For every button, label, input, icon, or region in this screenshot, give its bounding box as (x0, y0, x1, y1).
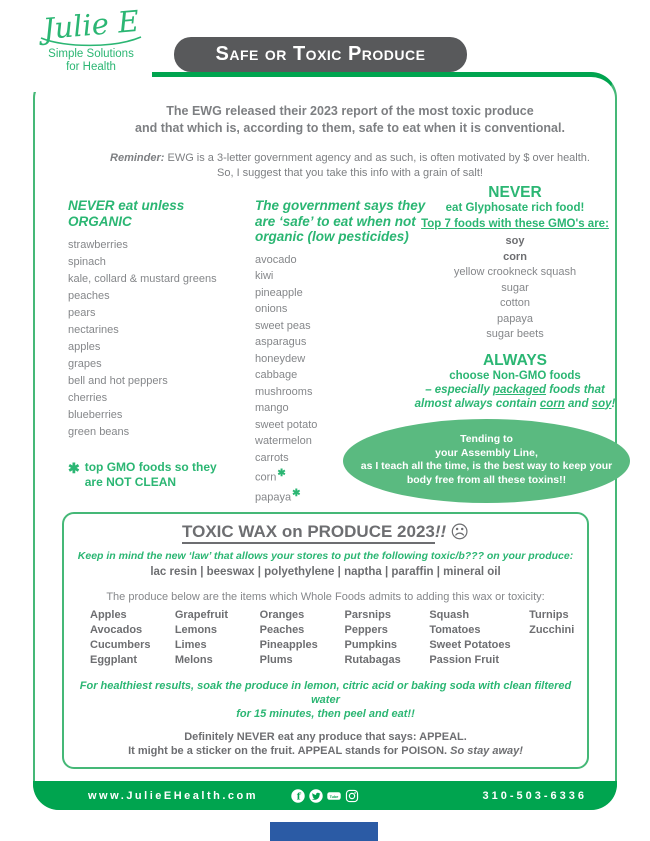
footer-website-link[interactable]: www.JulieEHealth.com (88, 789, 259, 802)
wax-law-line: Keep in mind the new ‘law’ that allows your stores to put the following toxic/b??? on your produce: (77, 550, 574, 562)
reminder-label: Reminder: (110, 152, 165, 164)
twitter-icon[interactable] (309, 789, 323, 803)
list-item: sweet peas (255, 319, 311, 332)
facebook-icon[interactable] (291, 789, 305, 803)
footer-social-icons (291, 781, 359, 810)
never-organic-header: NEVER eat unless ORGANIC (68, 198, 185, 229)
produce-column (260, 608, 345, 668)
list-item: nectarines (68, 324, 119, 336)
logo-script-text: Julie E (41, 3, 141, 47)
list-item: kale, collard & mustard greens (68, 273, 217, 285)
star-icon: ✱ (68, 460, 80, 476)
toxic-wax-box (62, 512, 589, 769)
reminder-text: Reminder: EWG is a 3-letter government agency and as such, is often motivated by $ over health. So, I suggest that you take this info with a grain of salt! (110, 152, 590, 179)
logo-tagline-2: for Health (66, 61, 116, 73)
intro-line-1: The EWG released their 2023 report of the most toxic produce (166, 104, 534, 118)
produce-item: Limes (174, 639, 207, 651)
list-item: mushrooms (255, 385, 313, 398)
list-item: blueberries (68, 409, 123, 421)
produce-item: Cucumbers (90, 639, 151, 651)
list-item: sweet potato (255, 418, 318, 431)
star-icon: ✱ (292, 488, 301, 500)
always-line-1: choose Non-GMO foods (449, 369, 581, 382)
produce-item: Pumpkins (344, 639, 398, 651)
gmo-item: yellow crookneck squash (453, 266, 577, 278)
list-item: avocado (255, 253, 297, 266)
julie-e-logo (30, 3, 152, 92)
produce-column (175, 608, 260, 668)
list-item: bell and hot peppers (68, 375, 168, 387)
wax-ingredients: lac resin | beeswax | polyethylene | naptha | paraffin | mineral oil (150, 566, 501, 578)
never-gmo-column (412, 184, 618, 411)
produce-item: Apples (90, 609, 127, 621)
instagram-icon[interactable] (345, 789, 359, 803)
gmo-item: corn (503, 250, 527, 263)
gov-safe-header: The government says they are ‘safe’ to eat when not organic (low pesticides) (255, 198, 426, 244)
list-item: corn✱ (255, 468, 286, 484)
svg-text:Tube: Tube (329, 794, 339, 799)
produce-column (429, 608, 529, 668)
produce-intro: The produce below are the items which Whole Foods admits to adding this wax or toxicity: (106, 591, 545, 603)
list-item: strawberries (68, 239, 128, 251)
assembly-line-callout: Tending to your Assembly Line, as I teach all the time, is the best way to keep your body free from all these toxins!! (343, 419, 630, 503)
produce-item: Turnips (529, 609, 569, 621)
assembly-line-bold: Assembly Line (460, 446, 535, 459)
list-item: mango (255, 402, 289, 414)
list-item: peaches (68, 290, 110, 302)
produce-column (344, 608, 429, 668)
bottom-blue-bar (270, 822, 378, 841)
list-item: carrots (255, 451, 289, 464)
gmo-footnote (68, 460, 217, 490)
produce-item: Zucchini (529, 624, 575, 636)
list-item: green beans (68, 426, 130, 438)
youtube-icon[interactable] (327, 789, 341, 803)
list-item: pears (68, 307, 96, 319)
stay-away-italic: So stay away! (450, 744, 523, 757)
produce-item: Passion Fruit (429, 654, 499, 666)
produce-item: Squash (429, 609, 470, 621)
title-banner (174, 37, 467, 72)
waxed-produce-grid (64, 608, 587, 668)
produce-item: Rutabagas (344, 654, 401, 666)
produce-item: Pineapples (259, 639, 318, 651)
always-line-3: almost always contain corn and soy! (414, 397, 616, 410)
list-item: asparagus (255, 336, 307, 348)
footer-bar (33, 781, 617, 810)
always-heading: ALWAYS (482, 351, 548, 369)
never-organic-column (68, 198, 250, 441)
gmo-item: cotton (500, 297, 530, 309)
list-item: pineapple (255, 286, 303, 299)
list-item: papaya✱ (255, 488, 301, 504)
never-organic-list (68, 237, 250, 441)
produce-item: Grapefruit (174, 609, 229, 621)
produce-item: Lemons (174, 624, 218, 636)
logo-tagline-1: Simple Solutions (48, 48, 134, 60)
produce-item: Tomatoes (429, 624, 481, 636)
sad-face-icon: ☹ (450, 522, 469, 542)
list-item: watermelon (255, 435, 312, 447)
page-title: Safe or Toxic Produce (215, 43, 426, 65)
toxic-wax-title: TOXIC WAX on PRODUCE 2023!! ☹ (182, 522, 469, 542)
produce-item: Sweet Potatoes (429, 639, 511, 651)
gmo-footnote-text: top GMO foods so they are NOT CLEAN (84, 460, 217, 489)
list-item: apples (68, 341, 101, 353)
produce-item: Peppers (344, 624, 388, 636)
produce-item: Parsnips (344, 609, 391, 621)
list-item: honeydew (255, 352, 306, 365)
never-heading: NEVER (488, 184, 542, 201)
produce-item: Avocados (90, 624, 143, 636)
appeal-warning: Definitely NEVER eat any produce that says: APPEAL. It might be a sticker on the fruit. APPEAL stands for POISON. So stay away! (128, 731, 523, 757)
top7-heading: Top 7 foods with these GMO's are: (421, 218, 609, 230)
list-item: cabbage (255, 369, 298, 381)
list-item: grapes (68, 358, 102, 370)
produce-item: Eggplant (90, 654, 138, 666)
glyphosate-subheading: eat Glyphosate rich food! (445, 202, 585, 214)
produce-item: Melons (174, 654, 213, 666)
svg-text:f: f (296, 791, 301, 802)
footer-phone[interactable]: 310-503-6336 (482, 789, 587, 802)
gmo-item: soy (505, 235, 525, 247)
produce-column (529, 608, 587, 668)
gmo-item: papaya (496, 312, 534, 325)
intro-line-2: and that which is, according to them, safe to eat when it is conventional. (135, 121, 565, 135)
star-icon: ✱ (277, 468, 286, 479)
produce-item: Peaches (259, 624, 305, 636)
soak-instructions: For healthiest results, soak the produce in lemon, citric acid or baking soda with clean filtered water for 15 minutes, then peel and eat!! (79, 680, 572, 720)
produce-column (90, 608, 175, 668)
list-item: cherries (68, 392, 108, 404)
list-item: onions (255, 303, 288, 315)
gmo-item: sugar (501, 281, 529, 294)
produce-item: Plums (259, 654, 293, 666)
always-block (412, 352, 618, 411)
intro-block (90, 103, 610, 181)
gmo-item: sugar beets (486, 328, 544, 340)
reminder-line-2: So, I suggest that you take this info with a grain of salt! (217, 167, 483, 179)
list-item: spinach (68, 256, 106, 268)
always-line-2: – especially packaged foods that (425, 383, 605, 396)
list-item: kiwi (255, 270, 274, 282)
produce-item: Oranges (259, 609, 305, 621)
